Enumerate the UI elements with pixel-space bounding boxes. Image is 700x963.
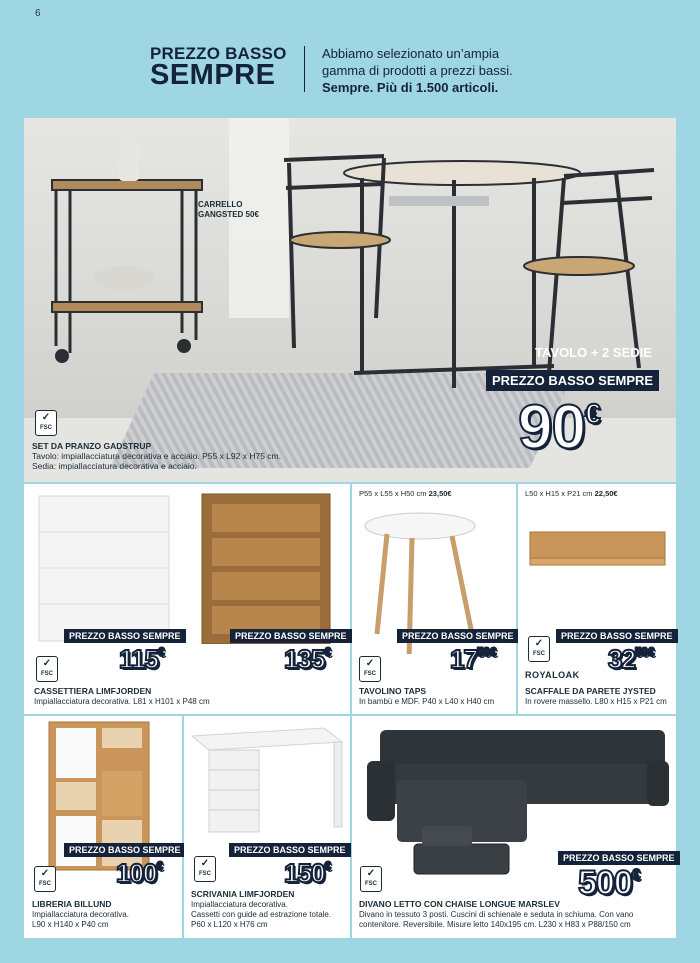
- product-desc: In bambù e MDF. P40 x L40 x H40 cm: [359, 697, 495, 706]
- hero-desc-line1: Tavolo: impiallacciatura decorativa e acciaio. P55 x L92 x H75 cm.: [32, 451, 281, 461]
- hero-price-currency: €: [584, 397, 601, 429]
- product-title: LIBRERIA BILLUND: [32, 899, 112, 909]
- price-taps-dec: 50€: [476, 646, 497, 660]
- fsc-logo-icon: ✓ FSC: [359, 656, 381, 682]
- price-band: PREZZO BASSO SEMPRE: [229, 843, 351, 857]
- product-desc-line1: Impiallacciatura decorativa.: [32, 910, 129, 919]
- product-desc-line2: contenitore. Reversibile. Misure letto 140x195 cm. L230 x H83 x P88/150 cm: [359, 920, 631, 929]
- product-card-limfjorden-drawer: [24, 484, 350, 714]
- product-title: TAVOLINO TAPS: [359, 686, 427, 696]
- product-title: DIVANO LETTO CON CHAISE LONGUE MARSLEV: [359, 899, 560, 909]
- header-separator: [304, 46, 305, 92]
- fsc-logo-icon: ✓ FSC: [34, 866, 56, 892]
- price-marslev: [578, 864, 640, 903]
- price-band: PREZZO BASSO SEMPRE: [397, 629, 519, 643]
- dims-price: 22,50€: [594, 489, 618, 498]
- dims-text: L50 x H15 x P21 cm: [525, 489, 593, 498]
- product-desc-line1: Divano in tessuto 3 posti. Cuscini di schienale e seduta in schiuma. Con vano: [359, 910, 634, 919]
- header-text-line1: Abbiamo selezionato un’ampia: [322, 46, 500, 61]
- price-band-drawer-oak: PREZZO BASSO SEMPRE: [230, 629, 352, 643]
- hero-info: [32, 441, 352, 471]
- shelf-illustration: [518, 484, 676, 584]
- price-desk-currency: €: [324, 860, 331, 874]
- price-band-drawer-white: PREZZO BASSO SEMPRE: [64, 629, 186, 643]
- price-drawer-white-value: 115: [119, 644, 158, 674]
- product-desc: In rovere massello. L80 x H15 x P21 cm: [525, 697, 667, 706]
- price-taps: [450, 644, 496, 675]
- price-marslev-value: 500: [578, 864, 632, 902]
- header-text: [322, 45, 572, 96]
- price-jysted-dec: 50€: [634, 646, 655, 660]
- dims-price: 23,50€: [428, 489, 452, 498]
- fsc-logo-icon: ✓ FSC: [35, 410, 57, 436]
- product-title: SCRIVANIA LIMFJORDEN: [191, 889, 295, 899]
- desk-illustration: [184, 716, 350, 846]
- cart-label-line1: CARRELLO: [198, 200, 243, 209]
- product-card-jysted: [518, 484, 676, 714]
- product-desc-line2: Cassetti con guide ad estrazione totale.: [191, 910, 332, 919]
- price-billund-value: 100: [116, 858, 157, 888]
- product-desc: [359, 910, 633, 930]
- product-desc: Impiallacciatura decorativa. L81 x H101 x P48 cm: [34, 697, 210, 706]
- product-card-taps: [352, 484, 516, 714]
- price-band: PREZZO BASSO SEMPRE: [556, 629, 678, 643]
- product-desc-line2: L90 x H140 x P40 cm: [32, 920, 109, 929]
- product-title: SCAFFALE DA PARETE JYSTED: [525, 686, 656, 696]
- fsc-logo-icon: ✓ FSC: [528, 636, 550, 662]
- cart-label: [198, 200, 278, 220]
- dims-text: P55 x L55 x H50 cm: [359, 489, 427, 498]
- price-billund-currency: €: [156, 860, 163, 874]
- price-band: PREZZO BASSO SEMPRE: [558, 851, 680, 865]
- price-drawer-white: [119, 644, 164, 675]
- hero-title: SET DA PRANZO GADSTRUP: [32, 441, 152, 451]
- price-desk-value: 150: [284, 858, 325, 888]
- header-title-line2: SEMPRE: [150, 59, 276, 91]
- price-desk: [284, 858, 331, 889]
- hero-price-band: PREZZO BASSO SEMPRE: [486, 370, 659, 391]
- price-band: PREZZO BASSO SEMPRE: [64, 843, 186, 857]
- product-desc: [191, 900, 331, 930]
- price-billund: [116, 858, 163, 889]
- hero-tagline: TAVOLO + 2 SEDIE: [535, 345, 652, 360]
- product-desc-line1: Impiallacciatura decorativa.: [191, 900, 288, 909]
- price-taps-int: 17: [450, 644, 477, 674]
- page-number: 6: [35, 8, 41, 19]
- product-card-limfjorden-desk: [184, 716, 350, 938]
- product-title: CASSETTIERA LIMFJORDEN: [34, 686, 152, 696]
- price-marslev-currency: €: [631, 867, 641, 885]
- price-jysted-int: 32: [608, 644, 635, 674]
- header-title-line1: PREZZO BASSO: [150, 44, 287, 63]
- price-jysted: [608, 644, 654, 675]
- header-text-line3: Sempre. Più di 1.500 articoli.: [322, 80, 499, 95]
- hero-price: [518, 392, 600, 463]
- product-card-marslev: [352, 716, 676, 938]
- hero-price-value: 90: [518, 393, 585, 462]
- header-text-line2: gamma di prodotti a prezzi bassi.: [322, 63, 513, 78]
- price-drawer-white-currency: €: [157, 646, 165, 660]
- price-drawer-oak-currency: €: [324, 646, 331, 660]
- royaloak-logo: ROYALOAK: [525, 670, 580, 680]
- price-drawer-oak-value: 135: [284, 644, 325, 674]
- drawer-illustrations: [24, 484, 350, 644]
- product-card-billund: [24, 716, 182, 938]
- product-desc: [32, 910, 129, 930]
- product-desc-line3: P60 x L120 x H76 cm: [191, 920, 268, 929]
- fsc-logo-icon: ✓ FSC: [360, 866, 382, 892]
- fsc-logo-icon: ✓ FSC: [194, 856, 216, 882]
- hero-desc-line2: Sedia: impiallacciatura decorativa e acciaio.: [32, 461, 197, 471]
- fsc-logo-icon: ✓ FSC: [36, 656, 58, 682]
- cart-label-line2: GANGSTED 50€: [198, 210, 259, 219]
- price-drawer-oak: [284, 644, 331, 675]
